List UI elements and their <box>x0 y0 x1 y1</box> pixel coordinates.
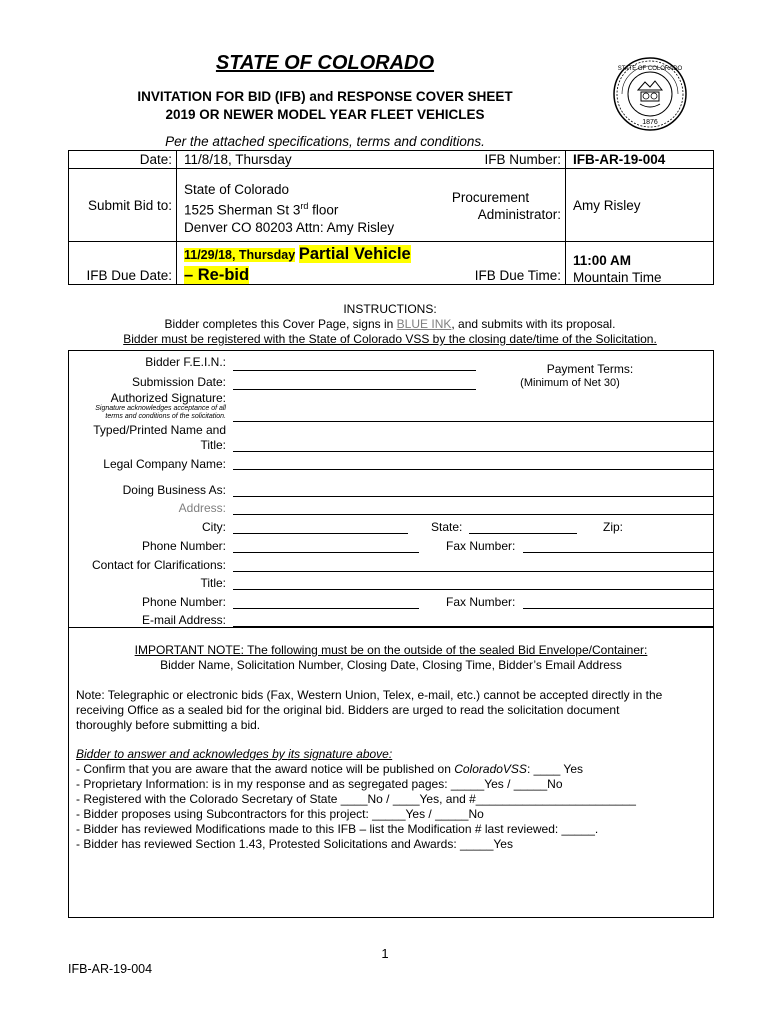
signature-note-2: terms and conditions of the solicitation. <box>105 413 226 420</box>
footer-doc-id: IFB-AR-19-004 <box>68 962 153 976</box>
submit-line1: State of Colorado <box>184 182 290 197</box>
instructions-heading: INSTRUCTIONS: <box>343 302 437 316</box>
authorized-signature-label: Authorized Signature: <box>110 391 226 405</box>
fein-label: Bidder F.E.I.N.: <box>145 355 226 369</box>
payment-terms-note: (Minimum of Net 30) <box>520 377 620 389</box>
doing-business-label: Doing Business As: <box>122 483 226 497</box>
divider <box>68 241 714 242</box>
doc-heading-line2: 2019 OR NEWER MODEL YEAR FLEET VEHICLES <box>165 107 485 122</box>
city-label: City: <box>202 520 226 534</box>
address-label: Address: <box>178 501 226 515</box>
fax-field-2[interactable] <box>523 608 714 609</box>
phone-field-2[interactable] <box>233 608 419 609</box>
svg-text:1876: 1876 <box>642 119 658 126</box>
legal-company-label: Legal Company Name: <box>103 457 226 471</box>
instructions-line1: Bidder completes this Cover Page, signs in BLUE INK, and submits with its proposal. <box>164 317 616 331</box>
ack-item-4: - Bidder proposes using Subcontractors for this project: _____Yes / _____No <box>76 807 484 821</box>
signature-field[interactable] <box>233 421 714 422</box>
typed-name-label-2: Title: <box>200 438 226 452</box>
ack-item-6: - Bidder has reviewed Section 1.43, Protested Solicitations and Awards: _____Yes <box>76 837 513 851</box>
legal-company-field[interactable] <box>233 469 714 470</box>
submit-address <box>184 181 394 236</box>
contact-label: Contact for Clarifications: <box>91 558 226 572</box>
instructions-line2: Bidder must be registered with the State of Colorado VSS by the closing date/time of the Solicitation. <box>123 332 657 346</box>
state-seal-icon <box>612 56 688 132</box>
fein-field[interactable] <box>233 370 476 371</box>
divider <box>68 627 714 628</box>
due-date-value: 11/29/18, Thursday Partial Vehicle – Re-bid <box>184 245 411 284</box>
svg-text:STATE OF COLORADO: STATE OF COLORADO <box>617 66 683 72</box>
divider <box>713 392 714 422</box>
phone-label-1: Phone Number: <box>141 539 226 553</box>
ifb-number-label: IFB Number: <box>484 152 561 167</box>
important-note-2: Bidder Name, Solicitation Number, Closing Date, Closing Time, Bidder’s Email Address <box>160 658 622 672</box>
date-value: 11/8/18, Thursday <box>184 152 292 167</box>
typed-name-label-1: Typed/Printed Name and <box>93 423 226 437</box>
ack-item-5: - Bidder has reviewed Modifications made to this IFB – list the Modification # last reviewed: _____. <box>76 822 599 836</box>
title-label: Title: <box>200 576 226 590</box>
submit-line2: 1525 Sherman St 3rd floor <box>184 201 339 218</box>
divider <box>68 168 714 169</box>
ack-heading: Bidder to answer and acknowledges by its signature above: <box>76 747 393 761</box>
subtitle: Per the attached specifications, terms and conditions. <box>165 134 485 149</box>
ack-item-3: - Registered with the Colorado Secretary of State ____No / ____Yes, and #________________________ <box>76 792 636 806</box>
address-field[interactable] <box>233 514 714 515</box>
divider <box>176 150 177 285</box>
divider <box>713 496 714 515</box>
fax-label-1: Fax Number: <box>446 539 516 553</box>
procurement-value: Amy Risley <box>573 198 641 213</box>
important-note: IMPORTANT NOTE: The following must be on the outside of the sealed Bid Envelope/Container: <box>134 643 648 657</box>
submission-date-field[interactable] <box>233 389 476 390</box>
page-number: 1 <box>381 946 389 961</box>
note-paragraph: Note: Telegraphic or electronic bids (Fax, Western Union, Telex, e-mail, etc.) cannot be accepted directly in the receiving Office as a sealed bid for the original bid. Bidders are urged to read the solicitation document thoroughly before submitting a bid. <box>76 688 663 732</box>
due-time-value: 11:00 AM Mountain Time <box>573 253 662 285</box>
due-date-label: IFB Due Date: <box>86 268 172 283</box>
procurement-label: Procurement Administrator: <box>451 190 561 222</box>
contact-field[interactable] <box>233 571 714 572</box>
state-field[interactable] <box>469 533 577 534</box>
phone-field-1[interactable] <box>233 552 419 553</box>
payment-terms-label: Payment Terms: <box>546 362 634 376</box>
fax-field-1[interactable] <box>523 552 714 553</box>
submission-date-label: Submission Date: <box>131 375 226 389</box>
submit-line3: Denver CO 80203 Attn: Amy Risley <box>184 219 395 235</box>
doing-business-field[interactable] <box>233 496 714 497</box>
divider <box>565 150 566 285</box>
typed-name-field[interactable] <box>233 451 714 452</box>
phone-label-2: Phone Number: <box>141 595 226 609</box>
city-field[interactable] <box>233 533 408 534</box>
ack-item-2: - Proprietary Information: is in my response and as segregated pages: _____Yes / _____No <box>76 777 563 791</box>
signature-note-1: Signature acknowledges acceptance of all <box>95 405 226 412</box>
acknowledgement-list <box>76 747 636 852</box>
ifb-number-value: IFB-AR-19-004 <box>573 152 666 167</box>
state-label: State: <box>431 520 463 534</box>
submit-bid-label: Submit Bid to: <box>87 198 172 213</box>
fax-label-2: Fax Number: <box>446 595 516 609</box>
date-label: Date: <box>139 152 172 167</box>
email-label: E-mail Address: <box>141 613 226 627</box>
ack-item-1: - Confirm that you are aware that the award notice will be published on ColoradoVSS: ____ Yes <box>76 762 583 776</box>
page-title: STATE OF COLORADO <box>215 52 435 74</box>
title-field[interactable] <box>233 589 714 590</box>
zip-label: Zip: <box>603 520 624 534</box>
email-field[interactable] <box>233 626 714 627</box>
due-time-label: IFB Due Time: <box>474 268 561 283</box>
doc-heading-line1: INVITATION FOR BID (IFB) and RESPONSE COVER SHEET <box>137 89 513 104</box>
